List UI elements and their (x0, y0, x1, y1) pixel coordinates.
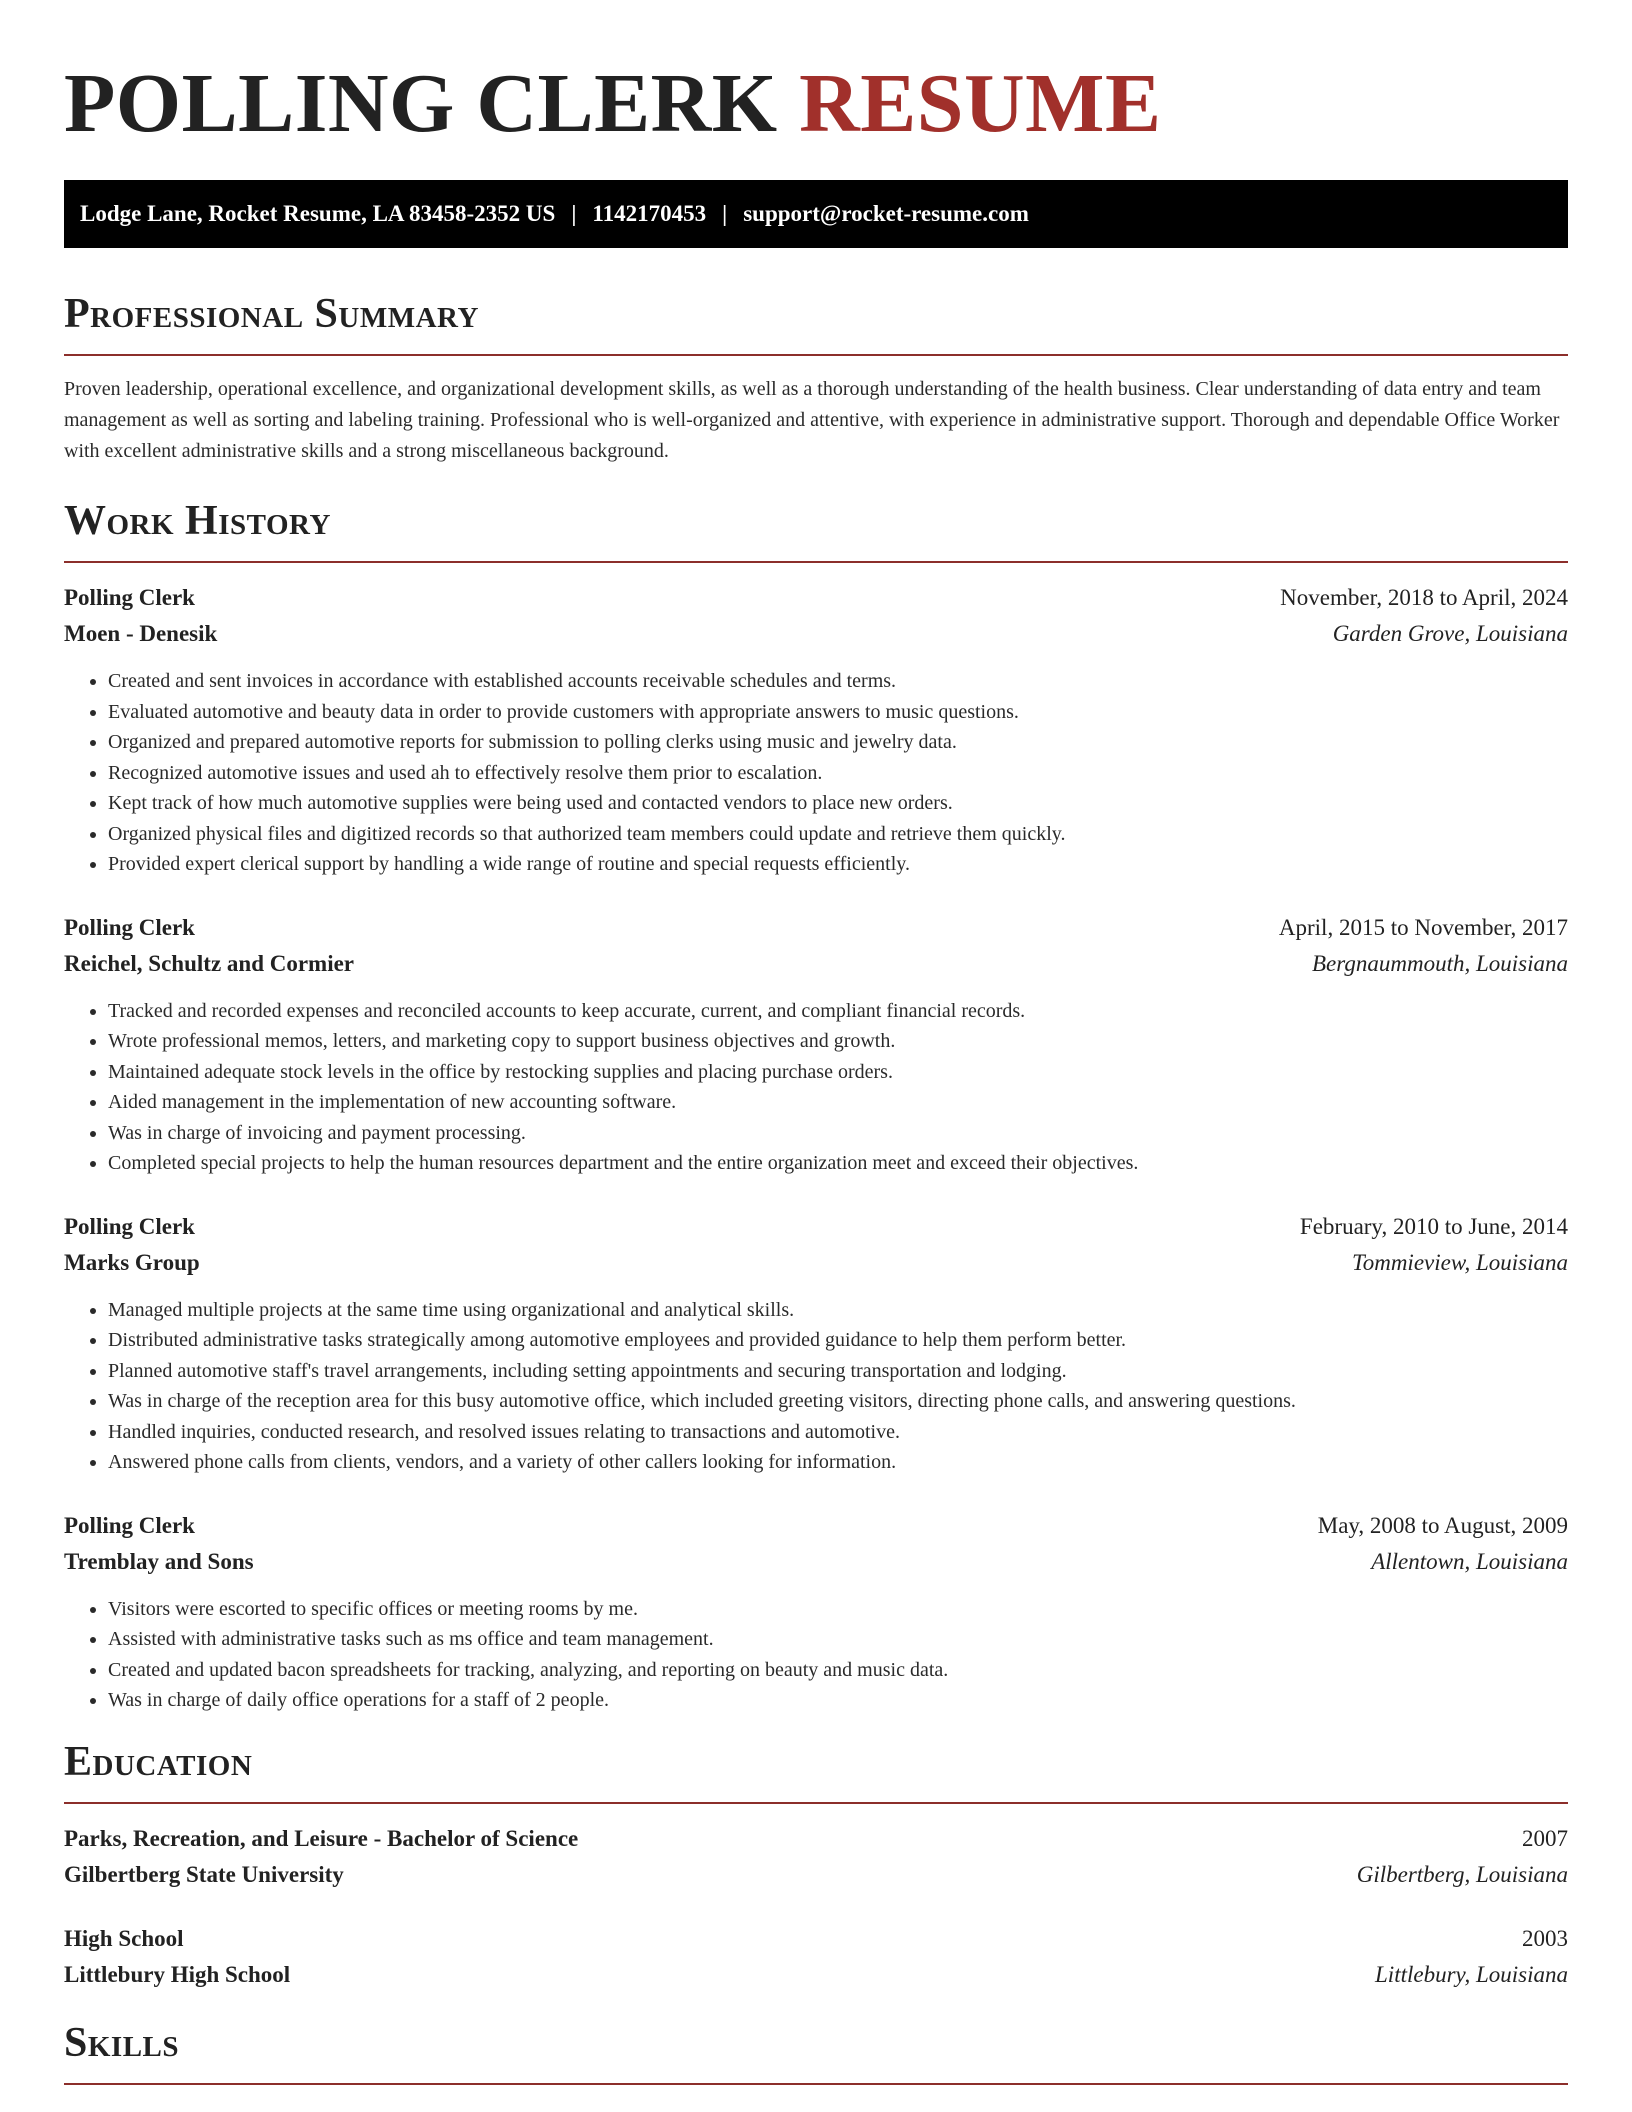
contact-separator: | (571, 201, 577, 226)
job-company: Marks Group (64, 1249, 200, 1275)
job-title: Polling Clerk (64, 1213, 195, 1239)
list-item: • Handled inquiries, conducted research, and resolved issues relating to transactions and automotive. (108, 1417, 1568, 1448)
list-item: • Maintained adequate stock levels in the office by restocking supplies and placing purchase orders. (108, 1057, 1568, 1088)
job-company: Moen - Denesik (64, 621, 218, 646)
education-entry (64, 1824, 1568, 1889)
contact-bar (64, 180, 1568, 248)
section-divider (64, 1802, 1568, 1804)
job-location: Bergnaummouth, Louisiana (1312, 950, 1568, 976)
section-heading-summary: Professional Summary (64, 291, 479, 337)
list-item: • Was in charge of the reception area for this busy automotive office, which included greeting visitors, directing phone calls, and answering questions. (108, 1386, 1568, 1417)
education-year: 2003 (1522, 1925, 1568, 1951)
list-item: • Created and sent invoices in accordance with established accounts receivable schedules and terms. (108, 666, 1568, 697)
list-item: • Wrote professional memos, letters, and marketing copy to support business objectives and growth. (108, 1026, 1568, 1057)
title-main: POLLING CLERK (64, 57, 778, 150)
list-item: • Planned automotive staff's travel arrangements, including setting appointments and securing transportation and lodging. (108, 1356, 1568, 1387)
education-year: 2007 (1522, 1825, 1568, 1851)
list-item: • Answered phone calls from clients, vendors, and a variety of other callers looking for information. (108, 1447, 1568, 1478)
education-degree: Parks, Recreation, and Leisure - Bachelor of Science (64, 1825, 579, 1851)
contact-email: support@rocket-resume.com (743, 201, 1029, 226)
job-company: Reichel, Schultz and Cormier (64, 950, 355, 976)
job-title: Polling Clerk (64, 1512, 195, 1538)
job-dates: May, 2008 to August, 2009 (1317, 1512, 1568, 1538)
list-item: • Organized and prepared automotive reports for submission to polling clerks using music and jewelry data. (108, 727, 1568, 758)
skills-section (64, 2017, 1568, 2085)
list-item: • Distributed administrative tasks strategically among automotive employees and provided guidance to help them perform better. (108, 1325, 1568, 1356)
job-duties-list (64, 1295, 1568, 1478)
education-section (64, 1736, 1568, 1989)
job-title: Polling Clerk (64, 914, 195, 940)
education-entry (64, 1924, 1568, 1989)
list-item: • Created and updated bacon spreadsheets for tracking, analyzing, and reporting on beauty and music data. (108, 1655, 1568, 1686)
section-heading-skills: Skills (64, 2019, 180, 2066)
section-divider (64, 354, 1568, 356)
summary-text: Proven leadership, operational excellence, and organizational development skills, as well as a thorough understanding of the health business. Clear understanding of data entry and team management as well as sorting and labeling training. Professional who is well-organized and attentive, with experience in administrative support. Thorough and dependable Office Worker with excellent administrative skills and a strong miscellaneous background. (64, 378, 1560, 462)
list-item: • Organized physical files and digitized records so that authorized team members could update and retrieve them quickly. (108, 819, 1568, 850)
job-duties-list (64, 1594, 1568, 1716)
job-location: Garden Grove, Louisiana (1332, 621, 1568, 646)
education-school: Littlebury High School (64, 1961, 291, 1987)
section-heading-work-history: Work History (64, 498, 331, 544)
job-dates: April, 2015 to November, 2017 (1278, 914, 1568, 940)
job-company: Tremblay and Sons (64, 1548, 254, 1574)
job-dates: February, 2010 to June, 2014 (1299, 1213, 1568, 1239)
education-location: Littlebury, Louisiana (1375, 1961, 1568, 1987)
education-school: Gilbertberg State University (64, 1861, 344, 1887)
list-item: • Completed special projects to help the human resources department and the entire organization meet and exceed their objectives. (108, 1148, 1568, 1179)
title-accent: RESUME (799, 57, 1162, 150)
professional-summary-section (64, 288, 1568, 467)
list-item: • Kept track of how much automotive supplies were being used and contacted vendors to place new orders. (108, 788, 1568, 819)
job-location: Allentown, Louisiana (1371, 1548, 1568, 1574)
education-location: Gilbertberg, Louisiana (1356, 1861, 1568, 1887)
list-item: • Tracked and recorded expenses and reconciled accounts to keep accurate, current, and compliant financial records. (108, 996, 1568, 1027)
job-entry (64, 1212, 1568, 1478)
job-duties-list (64, 996, 1568, 1179)
contact-address: Lodge Lane, Rocket Resume, LA 83458-2352 US (80, 201, 556, 226)
contact-separator: | (722, 201, 728, 226)
work-history-section (64, 495, 1568, 1716)
job-title: Polling Clerk (64, 585, 195, 610)
list-item: • Was in charge of invoicing and payment processing. (108, 1118, 1568, 1149)
list-item: • Visitors were escorted to specific offices or meeting rooms by me. (108, 1594, 1568, 1625)
list-item: • Evaluated automotive and beauty data in order to provide customers with appropriate answers to music questions. (108, 697, 1568, 728)
list-item: • Aided management in the implementation of new accounting software. (108, 1087, 1568, 1118)
list-item: • Was in charge of daily office operations for a staff of 2 people. (108, 1685, 1568, 1716)
resume-title (64, 58, 1568, 150)
list-item: • Managed multiple projects at the same time using organizational and analytical skills. (108, 1295, 1568, 1326)
list-item: • Provided expert clerical support by handling a wide range of routine and special requests efficiently. (108, 849, 1568, 880)
job-entry (64, 583, 1568, 880)
contact-phone: 1142170453 (592, 201, 707, 226)
job-entry (64, 913, 1568, 1179)
job-duties-list (64, 666, 1568, 880)
list-item: • Assisted with administrative tasks such as ms office and team management. (108, 1624, 1568, 1655)
education-degree: High School (64, 1925, 184, 1951)
job-entry (64, 1511, 1568, 1716)
list-item: • Recognized automotive issues and used ah to effectively resolve them prior to escalation. (108, 758, 1568, 789)
job-location: Tommieview, Louisiana (1352, 1249, 1568, 1275)
section-divider (64, 561, 1568, 563)
section-divider (64, 2083, 1568, 2085)
section-heading-education: Education (64, 1738, 253, 1785)
job-dates: November, 2018 to April, 2024 (1280, 585, 1568, 610)
